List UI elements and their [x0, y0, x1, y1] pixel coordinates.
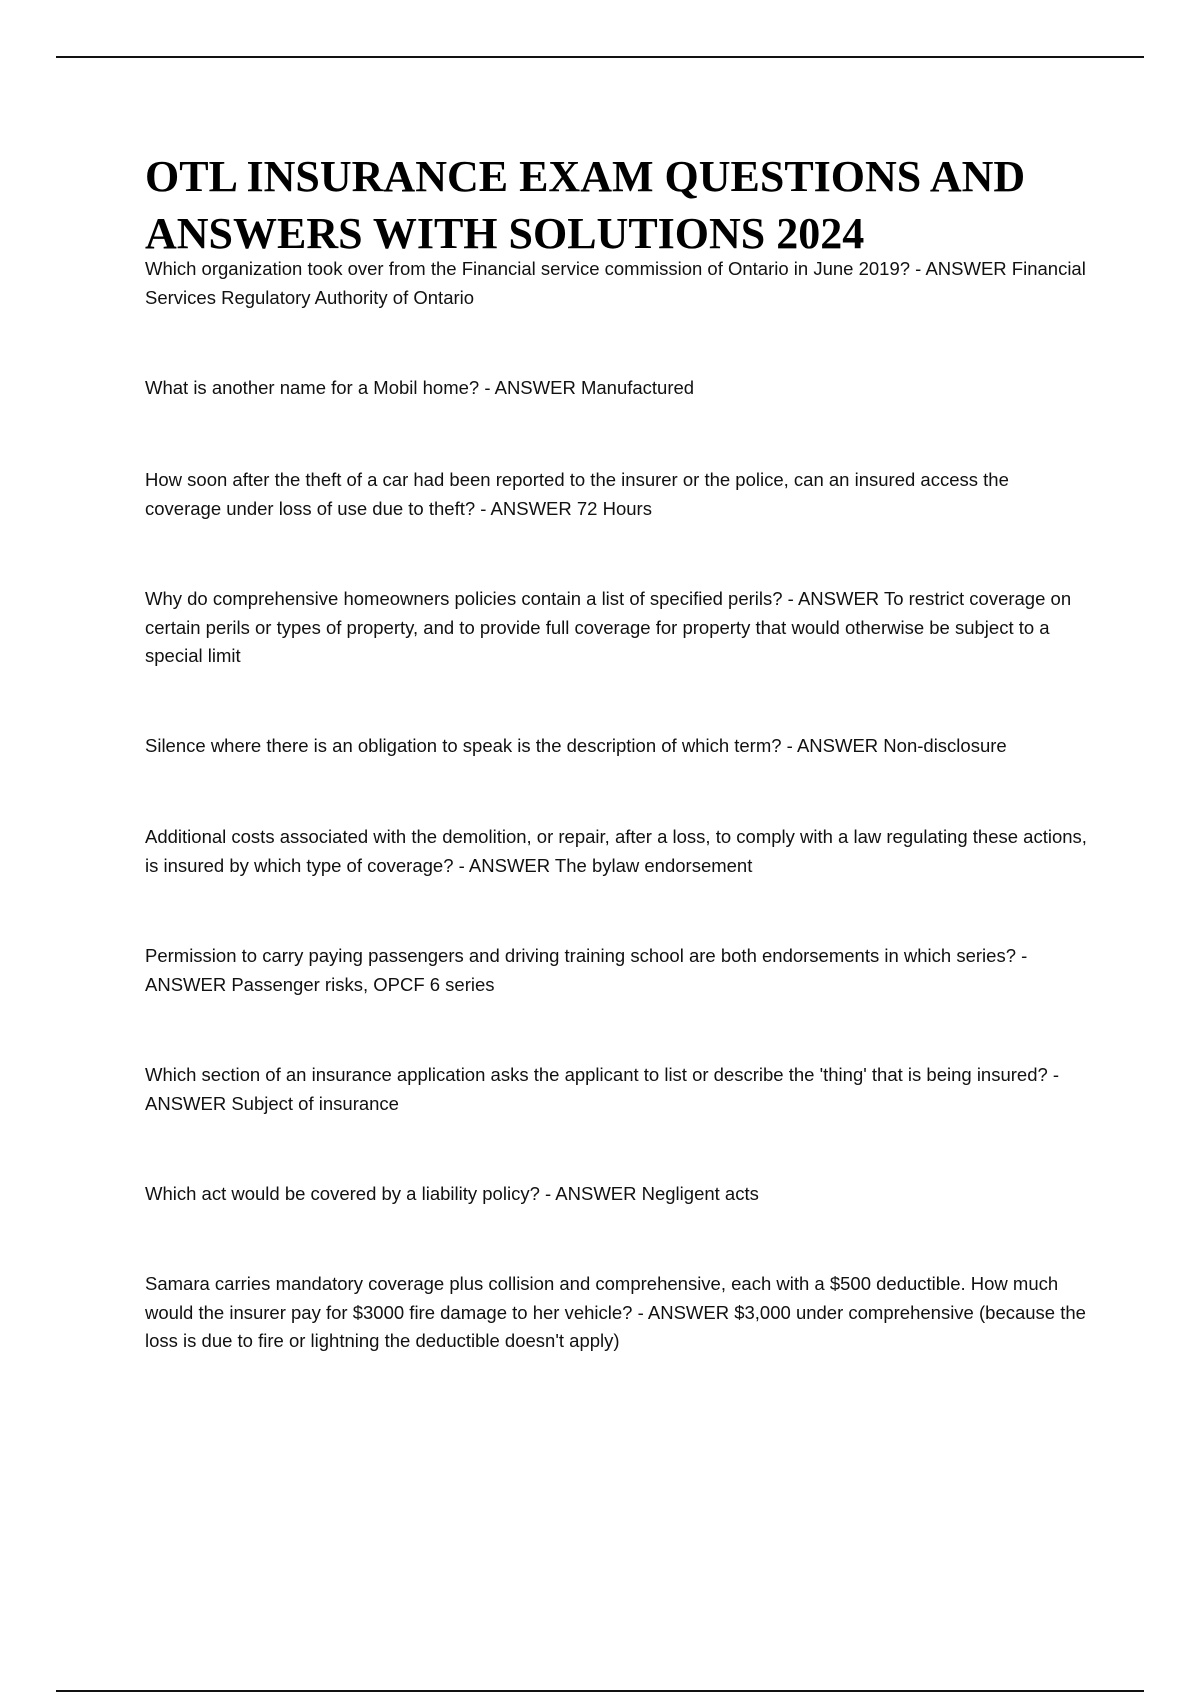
qa-item: How soon after the theft of a car had been reported to the insurer or the police, can an insured access the coverage under loss of use due to theft? - ANSWER 72 Hours — [145, 469, 1009, 519]
qa-item: Why do comprehensive homeowners policies contain a list of specified perils? - ANSWER To restrict coverage on certain perils or types of property, and to provide full coverage for property that would otherwise be subject to a special limit — [145, 588, 1072, 666]
qa-item: Additional costs associated with the demolition, or repair, after a loss, to comply with a law regulating these actions, is insured by which type of coverage? - ANSWER The bylaw endorsement — [145, 826, 1087, 876]
qa-item: Which section of an insurance application asks the applicant to list or describe the 'thing' that is being insured? - ANSWER Subject of insurance — [145, 1064, 1060, 1114]
qa-item: Silence where there is an obligation to speak is the description of which term? - ANSWER Non-disclosure — [145, 735, 1007, 756]
document-title: OTL INSURANCE EXAM QUESTIONS AND ANSWERS WITH SOLUTIONS 2024 — [145, 152, 1026, 258]
bottom-rule — [56, 1690, 1144, 1692]
qa-item: Permission to carry paying passengers and driving training school are both endorsements in which series? - ANSWER Passenger risks, OPCF 6 series — [145, 945, 1028, 995]
qa-item: Samara carries mandatory coverage plus collision and comprehensive, each with a $500 deductible. How much would the insurer pay for $3000 fire damage to her vehicle? - ANSWER $3,000 under comprehensive (because the loss is due to fire or lightning the deductible doesn't apply) — [145, 1273, 1086, 1351]
top-rule — [56, 56, 1144, 58]
qa-item: What is another name for a Mobil home? - ANSWER Manufactured — [145, 377, 695, 398]
qa-item: Which act would be covered by a liability policy? - ANSWER Negligent acts — [145, 1183, 759, 1204]
qa-item: Which organization took over from the Financial service commission of Ontario in June 2019? - ANSWER Financial Services Regulatory Authority of Ontario — [145, 258, 1086, 308]
